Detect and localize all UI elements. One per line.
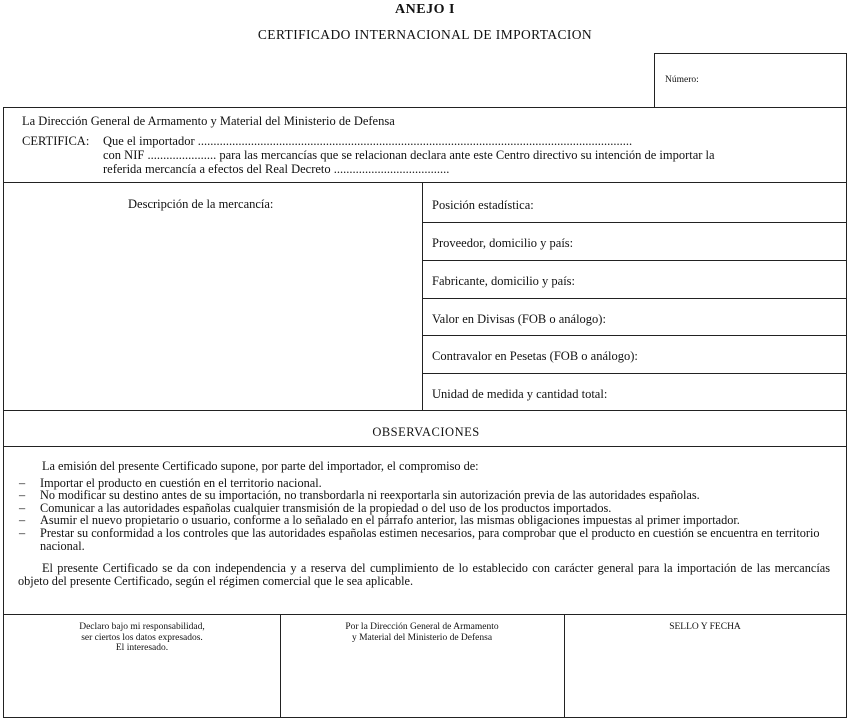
observations-intro: La emisión del presente Certificado supone, por parte del importador, el compromiso de: (42, 459, 479, 473)
peseta-value-label: Contravalor en Pesetas (FOB o análogo): (432, 349, 638, 363)
importer-signature-box (4, 622, 280, 654)
statistical-position-label: Posición estadística: (432, 198, 534, 212)
divider (4, 446, 846, 447)
issuing-authority-line: La Dirección General de Armamento y Material del Ministerio de Defensa (22, 114, 395, 128)
certifica-label: CERTIFICA: (22, 134, 90, 148)
manufacturer-label: Fabricante, domicilio y país: (432, 274, 576, 288)
column-divider (422, 182, 423, 410)
observations-closing: El presente Certificado se da con independencia y a reserva del cumplimiento de lo establecido con carácter general para la importación de las mercancías objeto del presente Certificado, según el régimen comercial que le sea aplicable. (18, 561, 830, 588)
certificate-form (3, 107, 847, 718)
document-title: CERTIFICADO INTERNACIONAL DE IMPORTACION (257, 27, 593, 42)
importer-declaration-line: Declaro bajo mi responsabilidad, (79, 622, 205, 632)
annex-heading: ANEJO I (395, 2, 455, 17)
divider (4, 614, 846, 615)
list-item: – Comunicar a las autoridades españolas cualquier transmisión de la propiedad o del uso de los productos importados. (18, 502, 830, 515)
divider (4, 182, 846, 183)
row-divider (422, 260, 846, 261)
row-divider (422, 335, 846, 336)
list-item: – No modificar su destino antes de su importación, no transbordarla ni reexportarla sin autorización previa de las autoridades españolas. (18, 489, 830, 502)
number-label: Número: (665, 75, 699, 85)
supplier-label: Proveedor, domicilio y país: (432, 236, 574, 250)
real-decreto-line: referida mercancía a efectos del Real Decreto ..................................... (103, 162, 450, 176)
row-divider (422, 222, 846, 223)
number-box (654, 53, 847, 108)
list-item: – Prestar su conformidad a los controles que las autoridades españolas estimen necesarios, para comprobar que el producto en cuestión se encuentra en territorio nacional. (18, 527, 830, 552)
goods-description-label: Descripción de la mercancía: (128, 197, 274, 211)
unit-quantity-label: Unidad de medida y cantidad total: (432, 387, 608, 401)
seal-box (564, 622, 846, 633)
ministry-line: Por la Dirección General de Armamento (345, 622, 499, 632)
foreign-value-label: Valor en Divisas (FOB o análogo): (432, 312, 606, 326)
importer-line: Que el importador ........................................................................................................................................... (103, 134, 633, 148)
ministry-line: y Material del Ministerio de Defensa (351, 632, 493, 643)
list-item: – Asumir el nuevo propietario o usuario, conforme a lo señalado en el párrafo anterior, las mismas obligaciones impuestas al primer importador. (18, 514, 830, 527)
observations-body (18, 460, 830, 587)
row-divider (422, 298, 846, 299)
divider (4, 410, 846, 411)
seal-label: SELLO Y FECHA (669, 622, 741, 632)
row-divider (422, 373, 846, 374)
importer-declaration-line: ser ciertos los datos expresados. (81, 632, 203, 643)
nif-line: con NIF ...................... para las mercancías que se relacionan declara ante este Centro directivo su intención de importar la (103, 148, 715, 162)
ministry-signature-box (280, 622, 564, 643)
importer-signatory-label: El interesado. (115, 643, 169, 653)
observations-title: OBSERVACIONES (372, 425, 480, 439)
list-item: – Importar el producto en cuestión en el territorio nacional. (18, 477, 830, 490)
obligations-list (18, 477, 830, 553)
